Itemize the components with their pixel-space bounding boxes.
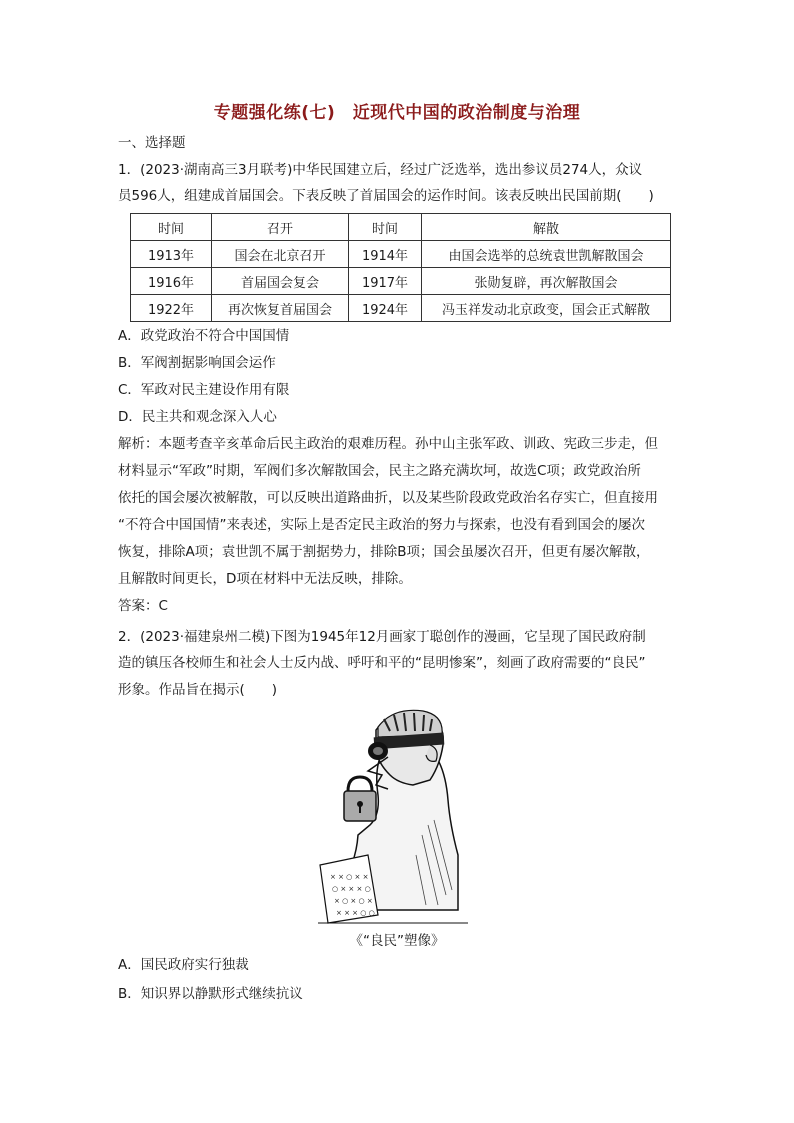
q1-analysis-line-2: 材料显示“军政”时期，军阀们多次解散国会，民主之路充满坎坷，故选C项；政党政治所 bbox=[118, 463, 641, 479]
svg-text:× ○ × ○ ×: × ○ × ○ × bbox=[334, 897, 373, 905]
table-cell: 1922年 bbox=[131, 295, 212, 322]
table-header-cell: 时间 bbox=[349, 214, 422, 241]
table-cell: 1924年 bbox=[349, 295, 422, 322]
q1-analysis-line-1: 解析：本题考查辛亥革命后民主政治的艰难历程。孙中山主张军政、训政、宪政三步走，但 bbox=[118, 436, 658, 452]
figure-caption: 《“良民”塑像》 bbox=[349, 933, 445, 949]
q2-stem-line-1: 2．(2023·福建泉州二模)下图为1945年12月画家丁聪创作的漫画，它呈现了国民政府制 bbox=[118, 629, 646, 645]
q1-stem-line-1: 1．(2023·湖南高三3月联考)中华民国建立后，经过广泛选举，选出参议员274人，众议 bbox=[118, 162, 643, 178]
table-cell: 由国会选举的总统袁世凯解散国会 bbox=[422, 241, 671, 268]
q1-analysis-line-6: 且解散时间更长，D项在材料中无法反映，排除。 bbox=[118, 571, 412, 587]
table-row bbox=[131, 268, 671, 295]
q1-analysis-line-3: 依托的国会屡次被解散，可以反映出道路曲折，以及某些阶段政党政治名存实亡，但直接用 bbox=[118, 490, 658, 506]
table-cell: 再次恢复首届国会 bbox=[212, 295, 349, 322]
table-cell: 1913年 bbox=[131, 241, 212, 268]
section-heading: 一、选择题 bbox=[118, 135, 186, 151]
cartoon-liangmin-statue bbox=[318, 705, 468, 927]
q1-table bbox=[130, 213, 671, 322]
table-cell: 冯玉祥发动北京政变，国会正式解散 bbox=[422, 295, 671, 322]
q1-stem-line-2: 员596人，组建成首届国会。下表反映了首届国会的运作时间。该表反映出民国前期( ) bbox=[118, 188, 654, 204]
table-row bbox=[131, 241, 671, 268]
q1-analysis-line-4: “不符合中国国情”来表述，实际上是否定民主政治的努力与探索，也没有看到国会的屡次 bbox=[118, 517, 645, 533]
q1-option-b: B．军阀割据影响国会运作 bbox=[118, 355, 276, 371]
q1-option-c: C．军政对民主建设作用有限 bbox=[118, 382, 290, 398]
table-header-cell: 召开 bbox=[212, 214, 349, 241]
svg-text:○ × × × ○: ○ × × × ○ bbox=[332, 885, 371, 893]
table-cell: 首届国会复会 bbox=[212, 268, 349, 295]
table-cell: 张勋复辟，再次解散国会 bbox=[422, 268, 671, 295]
table-cell: 1917年 bbox=[349, 268, 422, 295]
q2-stem-line-3: 形象。作品旨在揭示( ) bbox=[118, 682, 278, 698]
q2-option-b: B．知识界以静默形式继续抗议 bbox=[118, 986, 303, 1002]
q1-table-wrap bbox=[130, 213, 671, 322]
table-cell: 国会在北京召开 bbox=[212, 241, 349, 268]
q2-stem-line-2: 造的镇压各校师生和社会人士反内战、呼吁和平的“昆明惨案”，刻画了政府需要的“良民” bbox=[118, 655, 646, 671]
table-cell: 1914年 bbox=[349, 241, 422, 268]
svg-text:× × × ○ ○: × × × ○ ○ bbox=[336, 909, 375, 917]
table-cell: 1916年 bbox=[131, 268, 212, 295]
q1-option-a: A．政党政治不符合中国国情 bbox=[118, 328, 290, 344]
q1-option-d: D．民主共和观念深入人心 bbox=[118, 409, 277, 425]
table-header-row bbox=[131, 214, 671, 241]
table-row bbox=[131, 295, 671, 322]
q1-answer: 答案：C bbox=[118, 598, 168, 614]
page-title: 专题强化练(七) 近现代中国的政治制度与治理 bbox=[213, 103, 581, 123]
svg-text:× × ○ × ×: × × ○ × × bbox=[330, 873, 369, 881]
q2-option-a: A．国民政府实行独裁 bbox=[118, 957, 249, 973]
table-header-cell: 解散 bbox=[422, 214, 671, 241]
q1-analysis-line-5: 恢复，排除A项；袁世凯不属于割据势力，排除B项；国会虽屡次召开，但更有屡次解散， bbox=[118, 544, 650, 560]
table-header-cell: 时间 bbox=[131, 214, 212, 241]
